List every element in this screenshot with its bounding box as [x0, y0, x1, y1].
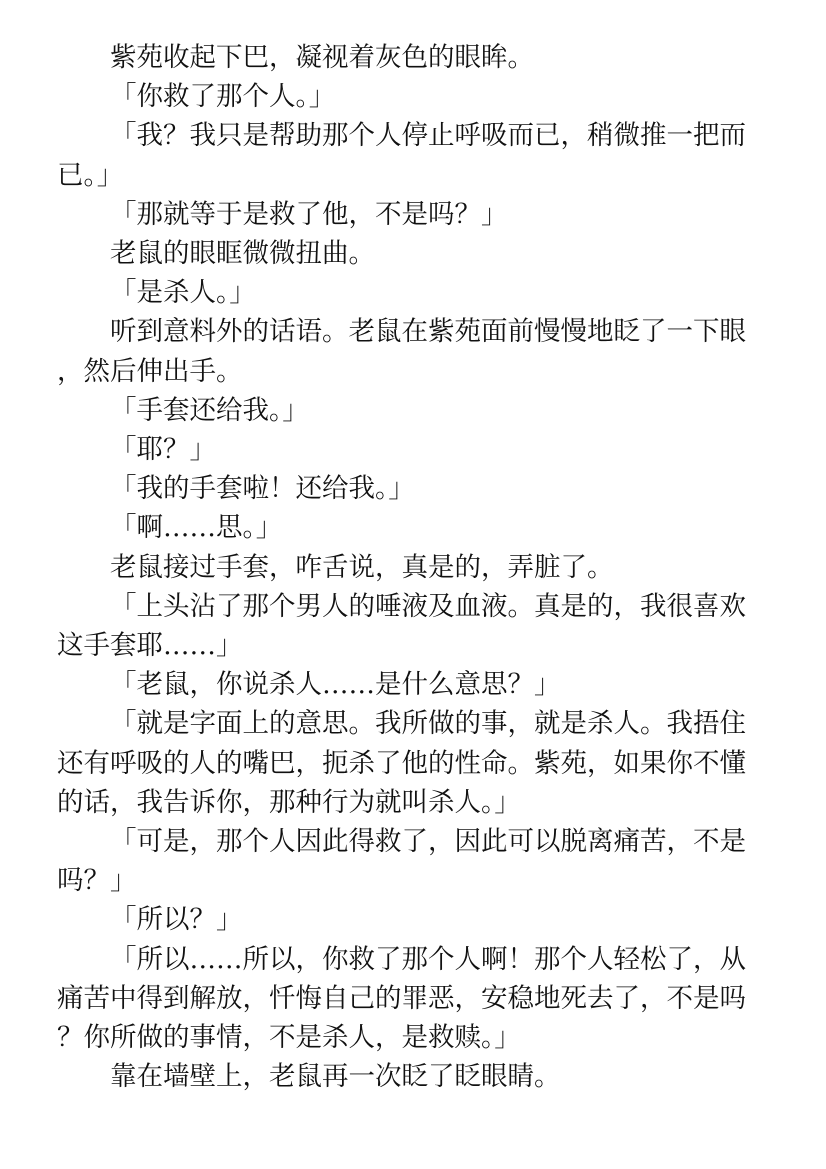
- paragraph: 「啊……思。」: [110, 512, 283, 544]
- paragraph: 「是杀人。」: [110, 277, 256, 309]
- paragraph: 老鼠接过手套，咋舌说，真是的，弄脏了。: [110, 551, 614, 583]
- paragraph: 「你救了那个人。」: [110, 81, 336, 113]
- paragraph: 「上头沾了那个男人的唾液及血液。真是的，我很喜欢这手套耶……」: [57, 590, 746, 662]
- paragraph: 「老鼠，你说杀人……是什么意思？」: [110, 669, 561, 701]
- paragraph: 「可是，那个人因此得救了，因此可以脱离痛苦，不是吗？」: [57, 826, 746, 897]
- paragraph: 「我？我只是帮助那个人停止呼吸而已，稍微推一把而已。」: [57, 120, 746, 191]
- paragraph: 老鼠的眼眶微微扭曲。: [110, 238, 375, 270]
- paragraph: 「我的手套啦！还给我。」: [110, 473, 415, 505]
- paragraph: 「耶？」: [110, 434, 216, 466]
- paragraph: 「手套还给我。」: [110, 394, 309, 426]
- paragraph: 「就是字面上的意思。我所做的事，就是杀人。我捂住还有呼吸的人的嘴巴，扼杀了他的性命。紫苑，如果你不懂的话，我告诉你，那种行为就叫杀人。」: [57, 708, 746, 818]
- paragraph: 「所以？」: [110, 904, 243, 936]
- paragraph: 「那就等于是救了他，不是吗？」: [110, 198, 508, 230]
- paragraph: 靠在墙壁上，老鼠再一次眨了眨眼睛。: [110, 1061, 561, 1093]
- paragraph: 听到意料外的话语。老鼠在紫苑面前慢慢地眨了一下眼，然后伸出手。: [57, 316, 746, 387]
- paragraph: 紫苑收起下巴，凝视着灰色的眼眸。: [110, 42, 534, 73]
- body-text: [57, 38, 749, 1096]
- paragraph: 「所以……所以，你救了那个人啊！那个人轻松了，从痛苦中得到解放，忏悔自己的罪恶，安稳地死去了，不是吗？你所做的事情，不是杀人，是救赎。」: [57, 943, 746, 1054]
